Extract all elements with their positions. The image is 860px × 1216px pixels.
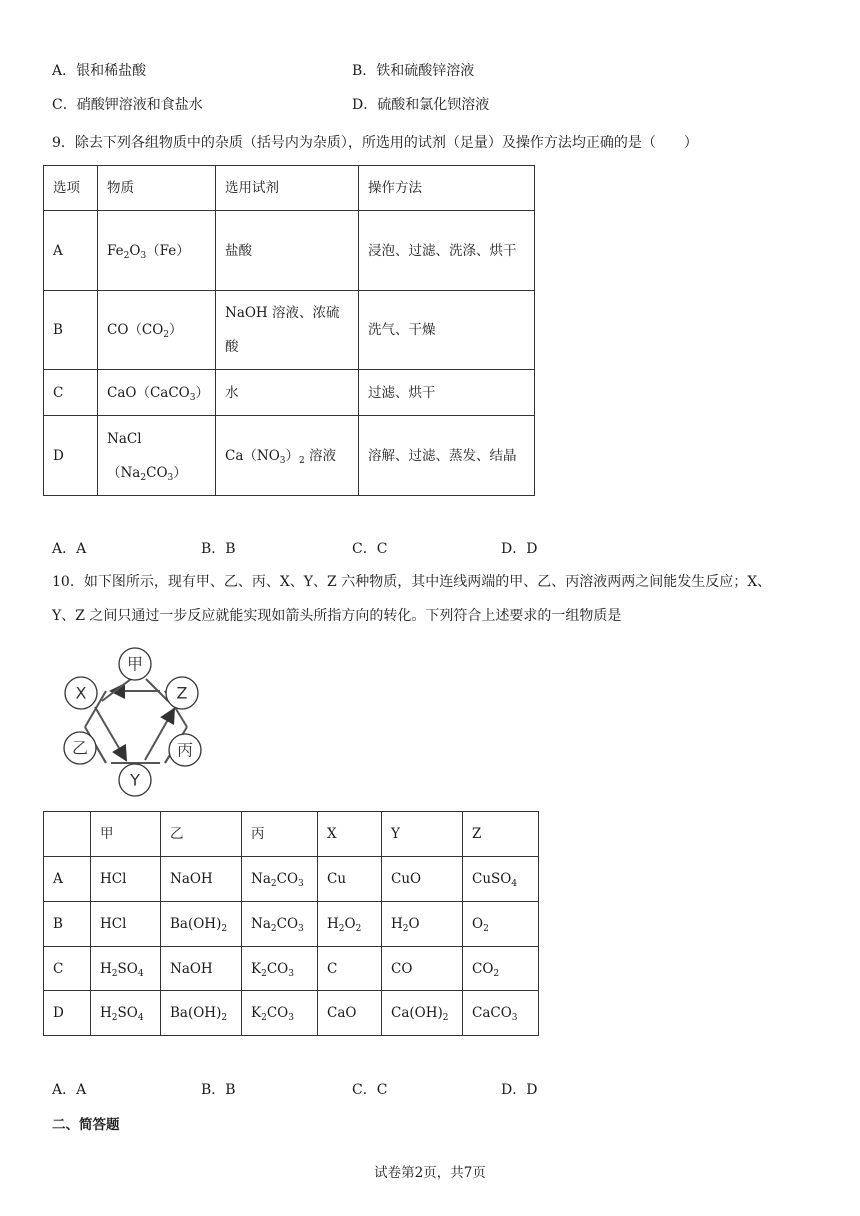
table-cell: CaO [318,991,382,1036]
q10-reaction-diagram [55,643,215,803]
table-header-cell: X [318,812,382,857]
table-cell: B [44,902,91,947]
table-cell-reagent: 盐酸 [216,211,359,291]
table-cell: C [318,947,382,991]
q9-answer-b: B．B [201,541,236,557]
table-header-cell: 操作方法 [359,166,535,211]
table-header-cell: 选项 [44,166,98,211]
table-row [44,291,535,370]
table-cell: D [44,991,91,1036]
table-cell: Cu [318,857,382,902]
table-cell: $H_2SO_4$ [91,947,161,991]
q10-question-line2: Y、Z 之间只通过一步反应就能实现如箭头所指方向的转化。下列符合上述要求的一组物质是 [52,608,622,624]
node-label: 丙 [176,740,194,760]
q9-answer-a: A．A [52,541,87,557]
table-cell-reagent: NaOH 溶液、浓硫酸 [216,291,359,370]
table-cell: $H_2SO_4$ [91,991,161,1036]
node-label: Z [176,683,188,703]
table-header-row [44,166,535,211]
table-cell: $Ba(OH)_2$ [161,991,242,1036]
table-cell-reagent: 水 [216,370,359,416]
table-cell: CaCO$_3$ [463,991,539,1036]
table-row [44,902,539,947]
table-cell: NaOH [161,947,242,991]
table-cell-method: 浸泡、过滤、洗涤、烘干 [359,211,535,291]
table-row [44,211,535,291]
table-cell-substance: $CO(CO_2)$ [98,291,216,370]
table-header-cell: Y [382,812,463,857]
table-cell-substance: CaO（CaCO$_3$） [98,370,216,416]
q10-answer-d: D．D [501,1082,538,1098]
table-header-cell: 选用试剂 [216,166,359,211]
table-cell: A [44,857,91,902]
table-cell: CuSO$_4$ [463,857,539,902]
table-header-cell: 物质 [98,166,216,211]
table-cell: $H_2O_2$ [318,902,382,947]
table-cell: $K_2CO_3$ [242,947,318,991]
table-row [44,416,535,496]
table-cell: CO [382,947,463,991]
q8-option-c: C．硝酸钾溶液和食盐水 [52,97,203,113]
q8-option-b: B．铁和硫酸锌溶液 [352,63,475,79]
table-cell: $Na_2CO_3$ [242,902,318,947]
table-cell: $H_2O$ [382,902,463,947]
table-header-cell: 甲 [91,812,161,857]
table-cell-method: 溶解、过滤、蒸发、结晶 [359,416,535,496]
q10-answer-a: A．A [52,1082,87,1098]
q10-answer-c: C．C [352,1082,388,1098]
table-header-cell: 丙 [242,812,318,857]
table-cell: HCl [91,902,161,947]
node-label: X [75,683,87,703]
table-cell: HCl [91,857,161,902]
page-footer: 试卷第2页，共7页 [374,1165,486,1181]
q8-option-d: D．硫酸和氯化钡溶液 [352,97,490,113]
q10-answer-b: B．B [201,1082,236,1098]
table-row [44,857,539,902]
q8-option-a: A．银和稀盐酸 [52,63,147,79]
table-header-row [44,812,539,857]
table-cell-option: A [44,211,98,291]
table-cell: $O_2$ [463,902,539,947]
table-cell: NaOH [161,857,242,902]
q10-question-line1: 10．如下图所示，现有甲、乙、丙、X、Y、Z 六种物质，其中连线两端的甲、乙、丙溶液两两之间能发生反应；X、 [52,574,772,590]
table-cell: $Na_2CO_3$ [242,857,318,902]
node-label: 乙 [71,738,89,758]
node-label: 甲 [126,654,144,674]
table-cell-reagent: $Ca(NO_3)_2$ 溶液 [216,416,359,496]
table-cell-substance: $Fe_2O_3(Fe)$ [98,211,216,291]
table-cell: $K_2CO_3$ [242,991,318,1036]
node-label: Y [130,770,140,790]
q9-answer-c: C．C [352,541,388,557]
table-row [44,947,539,991]
table-row [44,991,539,1036]
table-cell-method: 洗气、干燥 [359,291,535,370]
table-header-cell: Z [463,812,539,857]
table-row [44,370,535,416]
table-cell: $Ca(OH)_2$ [382,991,463,1036]
q9-answer-d: D．D [501,541,538,557]
table-cell-option: B [44,291,98,370]
table-cell: C [44,947,91,991]
table-cell: $CO_2$ [463,947,539,991]
table-header-cell [44,812,91,857]
table-cell: $Ba(OH)_2$ [161,902,242,947]
table-cell: CuO [382,857,463,902]
table-cell-option: D [44,416,98,496]
section-heading: 二、简答题 [52,1117,120,1133]
table-cell-option: C [44,370,98,416]
table-cell-substance: $NaCl(Na_2CO_3)$ [98,416,216,496]
table-header-cell: 乙 [161,812,242,857]
table-cell-method: 过滤、烘干 [359,370,535,416]
q10-table [43,811,539,1036]
q9-table [43,165,535,496]
q9-question: 9．除去下列各组物质中的杂质（括号内为杂质），所选用的试剂（足量）及操作方法均正确的是（ ） [52,135,698,151]
